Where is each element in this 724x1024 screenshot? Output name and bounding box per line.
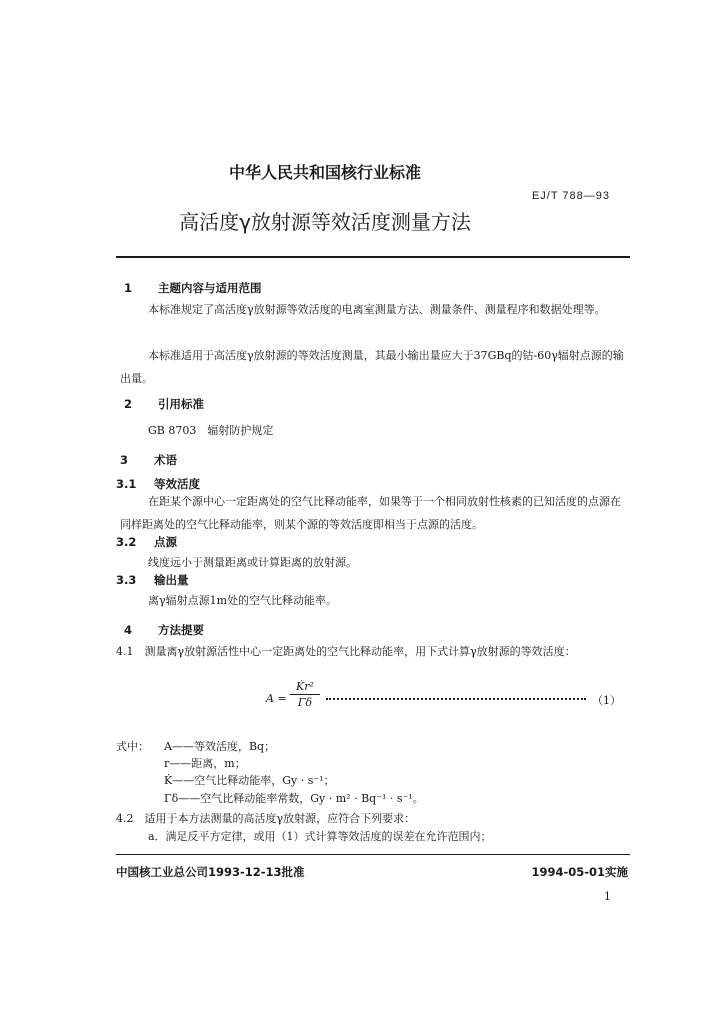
section-3-heading xyxy=(120,452,177,468)
standard-org-heading: 中华人民共和国核行业标准 xyxy=(228,163,421,182)
section-title: 术语 xyxy=(154,453,177,467)
section-number: 1 xyxy=(124,281,133,295)
section-1-heading xyxy=(124,280,262,296)
page-number: 1 xyxy=(604,890,611,903)
clause-number: 4.1 xyxy=(116,645,134,658)
term-title: 点源 xyxy=(154,535,177,549)
term-number: 3.2 xyxy=(116,535,137,549)
section-title: 引用标准 xyxy=(158,397,204,411)
section-title: 方法提要 xyxy=(158,623,204,637)
term-3-1-definition: 在距某个源中心一定距离处的空气比释动能率，如果等于一个相同放射性核素的已知活度的点源在同样距离处的空气比释动能率，则某个源的等效活度即相当于点源的活度。 xyxy=(120,495,621,531)
term-3-3-heading xyxy=(116,572,189,588)
equation-fraction xyxy=(290,680,320,709)
term-3-3-definition: 离γ辐射点源1m处的空气比释动能率。 xyxy=(148,594,338,607)
effective-date: 1994-05-01实施 xyxy=(531,865,628,879)
clause-text: 测量离γ放射源活性中心一定距离处的空气比释动能率，用下式计算γ放射源的等效活度： xyxy=(144,645,576,658)
section-number: 4 xyxy=(124,623,133,637)
term-number: 3.1 xyxy=(116,477,137,491)
clause-number: 4.2 xyxy=(116,812,134,825)
equation-denominator: Γδ xyxy=(297,696,313,709)
requirement-a: a．满足反平方定律，或用（1）式计算等效活度的误差在允许范围内； xyxy=(148,830,492,843)
standard-code: EJ/T 788—93 xyxy=(531,190,610,202)
section-number: 2 xyxy=(124,397,133,411)
method-4-2-paragraph xyxy=(116,810,415,826)
section-title: 主题内容与适用范围 xyxy=(158,281,262,295)
equation-numerator: K̇r² xyxy=(290,680,320,695)
where-K: K̇——空气比释动能率，Gy · s⁻¹； xyxy=(164,774,335,787)
term-number: 3.3 xyxy=(116,573,137,587)
term-title: 等效活度 xyxy=(154,477,200,491)
footer-rule xyxy=(116,854,630,855)
document-title: 高活度γ放射源等效活度测量方法 xyxy=(179,210,471,234)
method-4-1-paragraph xyxy=(116,640,630,663)
term-3-2-definition: 线度远小于测量距离或计算距离的放射源。 xyxy=(148,556,357,569)
equation-lhs: A = xyxy=(266,692,287,705)
section-4-heading xyxy=(124,622,204,638)
section-1-paragraph-1: 本标准规定了高活度γ放射源等效活度的电离室测量方法、测量条件、测量程序和数据处理等。 xyxy=(148,303,606,316)
where-A: A——等效活度，Bq； xyxy=(164,740,276,753)
where-gamma: Γδ——空气比释动能率常数，Gy · m² · Bq⁻¹ · s⁻¹。 xyxy=(164,792,424,805)
equation-number: （1） xyxy=(592,694,621,707)
where-r: r——距离，m； xyxy=(164,757,246,770)
section-number: 3 xyxy=(120,453,129,467)
clause-text: 适用于本方法测量的高活度γ放射源，应符合下列要求： xyxy=(144,812,416,825)
where-clause-lead: 式中： xyxy=(116,740,149,753)
equation-leader-dots xyxy=(326,697,586,700)
term-3-2-heading xyxy=(116,534,177,550)
reference-gb8703: GB 8703 辐射防护规定 xyxy=(148,424,274,437)
issuer-approval: 中国核工业总公司1993-12-13批准 xyxy=(116,865,305,879)
section-1-paragraph-2: 本标准适用于高活度γ放射源的等效活度测量，其最小输出量应大于37GBq的钴-60γ辐射点源的输出量。 xyxy=(120,349,624,385)
term-title: 输出量 xyxy=(154,573,189,587)
header-rule xyxy=(116,256,630,258)
section-2-heading xyxy=(124,396,204,412)
